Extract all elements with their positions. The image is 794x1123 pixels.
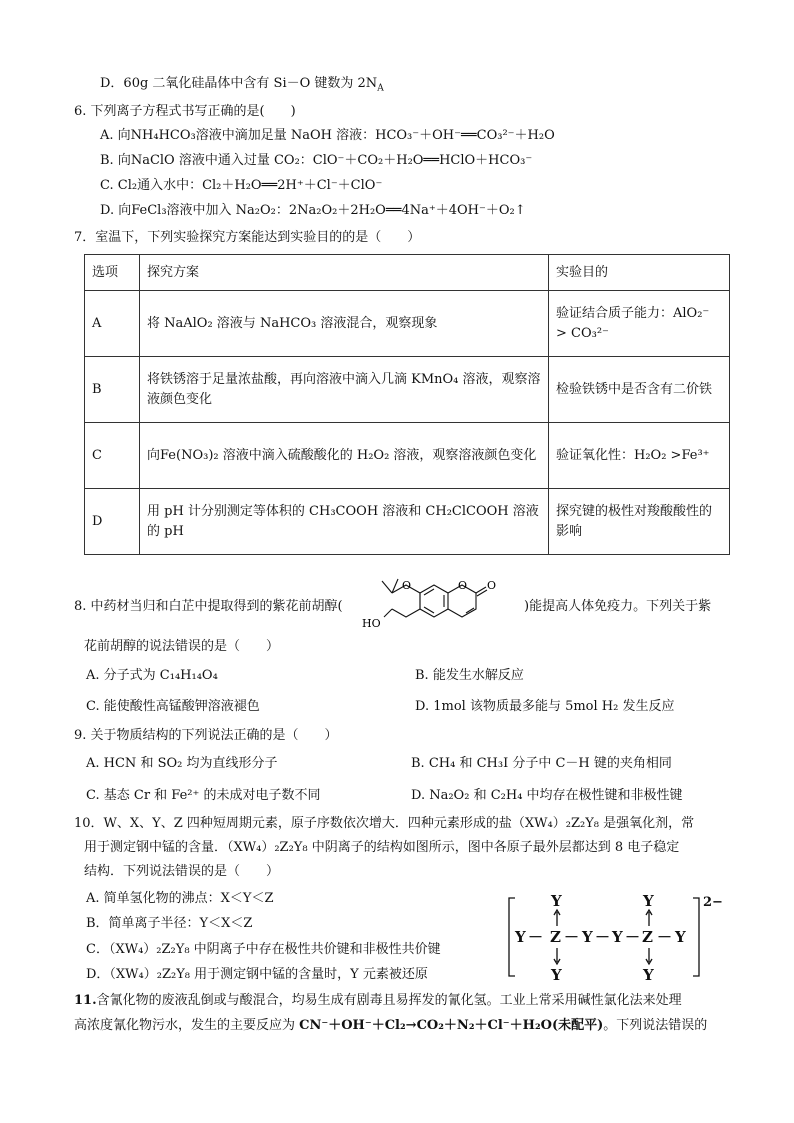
anion-y-top-left: Y <box>551 892 562 910</box>
anion-z-left: Z <box>550 928 561 946</box>
anion-y-mid2: Y <box>612 928 623 946</box>
table-cell: 验证结合质子能力：AlO₂⁻ > CO₃²⁻ <box>549 291 730 357</box>
q10-option-b: B．简单离子半径：Y＜X＜Z <box>86 916 253 931</box>
table-cell: 将 NaAlO₂ 溶液与 NaHCO₃ 溶液混合，观察现象 <box>140 291 549 357</box>
table-cell: 检验铁锈中是否含有二价铁 <box>549 357 730 423</box>
q8-stem-part3: 花前胡醇的说法错误的是（ ） <box>84 639 280 654</box>
table-header: 实验目的 <box>549 255 730 291</box>
table-cell: 探究键的极性对羧酸酸性的影响 <box>549 489 730 555</box>
q10-option-a: A. 简单氢化物的沸点：X＜Y＜Z <box>86 891 274 906</box>
q8-stem-part1: 8. 中药材当归和白芷中提取得到的紫花前胡醇( <box>74 599 343 614</box>
table-row <box>85 291 730 357</box>
q9-stem: 9. 关于物质结构的下列说法正确的是（ ） <box>74 728 338 743</box>
anion-bond: － <box>564 928 580 946</box>
q8-option-a: A. 分子式为 C₁₄H₁₄O₄ <box>86 668 218 683</box>
anion-y-mid1: Y <box>582 928 593 946</box>
table-cell: 将铁锈溶于足量浓盐酸，再向溶液中滴入几滴 KMnO₄ 溶液，观察溶液颜色变化 <box>140 357 549 423</box>
molecule-o-carbonyl: O <box>487 579 497 592</box>
q10-option-d: D．（XW₄）₂Z₂Y₈ 用于测定钢中锰的含量时，Y 元素被还原 <box>86 967 428 982</box>
q10-stem-line2: 用于测定钢中锰的含量．（XW₄）₂Z₂Y₈ 中阴离子的结构如图所示，图中各原子最外层都达到 8 电子稳定 <box>84 840 680 855</box>
q5-option-d: D．60g 二氧化硅晶体中含有 Si－O 键数为 $2N_A$ <box>100 76 384 94</box>
q10-option-c: C．（XW₄）₂Z₂Y₈ 中阴离子中存在极性共价键和非极性共价键 <box>86 942 441 957</box>
table-header: 选项 <box>85 255 140 291</box>
anion-y-bottom-left: Y <box>551 966 562 984</box>
table-header-row <box>85 255 730 291</box>
q8-stem-part2: )能提高人体免疫力。下列关于紫 <box>524 599 712 614</box>
q6-stem: 6. 下列离子方程式书写正确的是( ) <box>74 104 296 119</box>
table-row <box>85 423 730 489</box>
table-row <box>85 357 730 423</box>
anion-bond: － <box>595 928 611 946</box>
table-cell: 用 pH 计分别测定等体积的 CH₃COOH 溶液和 CH₂ClCOOH 溶液的 pH <box>140 489 549 555</box>
molecule-o-lactone: O <box>458 579 468 592</box>
q11-number: 11. <box>74 993 97 1008</box>
table-cell: 验证氧化性：H₂O₂ >Fe³⁺ <box>549 423 730 489</box>
anion-y-left: Y <box>515 928 526 946</box>
q10-anion-structure <box>505 890 730 985</box>
q10-stem-line1: 10．W、X、Y、Z 四种短周期元素，原子序数依次增大．四种元素形成的盐（XW₄）₂Z₂Y₈ 是强氧化剂，常 <box>74 816 695 831</box>
table-cell: D <box>85 489 140 555</box>
q9-option-b: B. CH₄ 和 CH₃I 分子中 C－H 键的夹角相同 <box>411 756 672 771</box>
q6-option-c: C. Cl₂通入水中：Cl₂＋H₂O══2H⁺＋Cl⁻＋ClO⁻ <box>100 178 383 193</box>
q6-option-b: B. 向NaClO 溶液中通入过量 CO₂：ClO⁻＋CO₂＋H₂O══HClO＋HCO₃⁻ <box>100 153 533 168</box>
anion-y-top-right: Y <box>643 892 654 910</box>
table-header: 探究方案 <box>140 255 549 291</box>
q11-stem-line1: 11.含氰化物的废液乱倒或与酸混合，均易生成有剧毒且易挥发的氰化氢。工业上常采用碱性氯化法来处理 <box>74 993 682 1008</box>
table-row <box>85 489 730 555</box>
anion-bond: － <box>528 928 544 946</box>
q6-option-d: D. 向FeCl₃溶液中加入 Na₂O₂：2Na₂O₂＋2H₂O══4Na⁺＋4OH⁻＋O₂↑ <box>100 203 526 218</box>
q7-table <box>84 254 730 555</box>
anion-z-right: Z <box>642 928 653 946</box>
q11-stem-line2: 高浓度氰化物污水，发生的主要反应为 CN⁻＋OH⁻＋Cl₂→CO₂＋N₂＋Cl⁻＋H₂O(未配平)。下列说法错误的 <box>74 1018 708 1033</box>
q10-stem-line3: 结构．下列说法错误的是（ ） <box>84 864 280 879</box>
q8-option-b: B. 能发生水解反应 <box>415 668 524 683</box>
table-cell: A <box>85 291 140 357</box>
q6-option-a: A. 向NH₄HCO₃溶液中滴加足量 NaOH 溶液：HCO₃⁻＋OH⁻══CO₃²⁻＋H₂O <box>100 128 555 143</box>
q11-equation: CN⁻＋OH⁻＋Cl₂→CO₂＋N₂＋Cl⁻＋H₂O(未配平) <box>299 1018 604 1033</box>
anion-y-bottom-right: Y <box>643 966 654 984</box>
table-cell: 向Fe(NO₃)₂ 溶液中滴入硫酸酸化的 H₂O₂ 溶液，观察溶液颜色变化 <box>140 423 549 489</box>
table-cell: C <box>85 423 140 489</box>
anion-charge: 2− <box>703 895 723 910</box>
anion-bond: － <box>625 928 641 946</box>
table-cell: B <box>85 357 140 423</box>
q9-option-d: D. Na₂O₂ 和 C₂H₄ 中均存在极性键和非极性键 <box>411 788 683 803</box>
q8-option-c: C. 能使酸性高锰酸钾溶液褪色 <box>86 699 260 714</box>
q7-stem: 7．室温下，下列实验探究方案能达到实验目的的是（ ） <box>74 230 421 245</box>
q8-molecule-structure <box>358 575 526 635</box>
anion-y-right: Y <box>675 928 686 946</box>
q9-option-c: C. 基态 Cr 和 Fe²⁺ 的未成对电子数不同 <box>86 788 321 803</box>
q9-option-a: A. HCN 和 SO₂ 均为直线形分子 <box>86 756 278 771</box>
molecule-o-pyran: O <box>402 579 412 592</box>
molecule-ho: HO <box>362 617 381 630</box>
anion-bond: － <box>657 928 673 946</box>
q8-option-d: D. 1mol 该物质最多能与 5mol H₂ 发生反应 <box>415 699 675 714</box>
